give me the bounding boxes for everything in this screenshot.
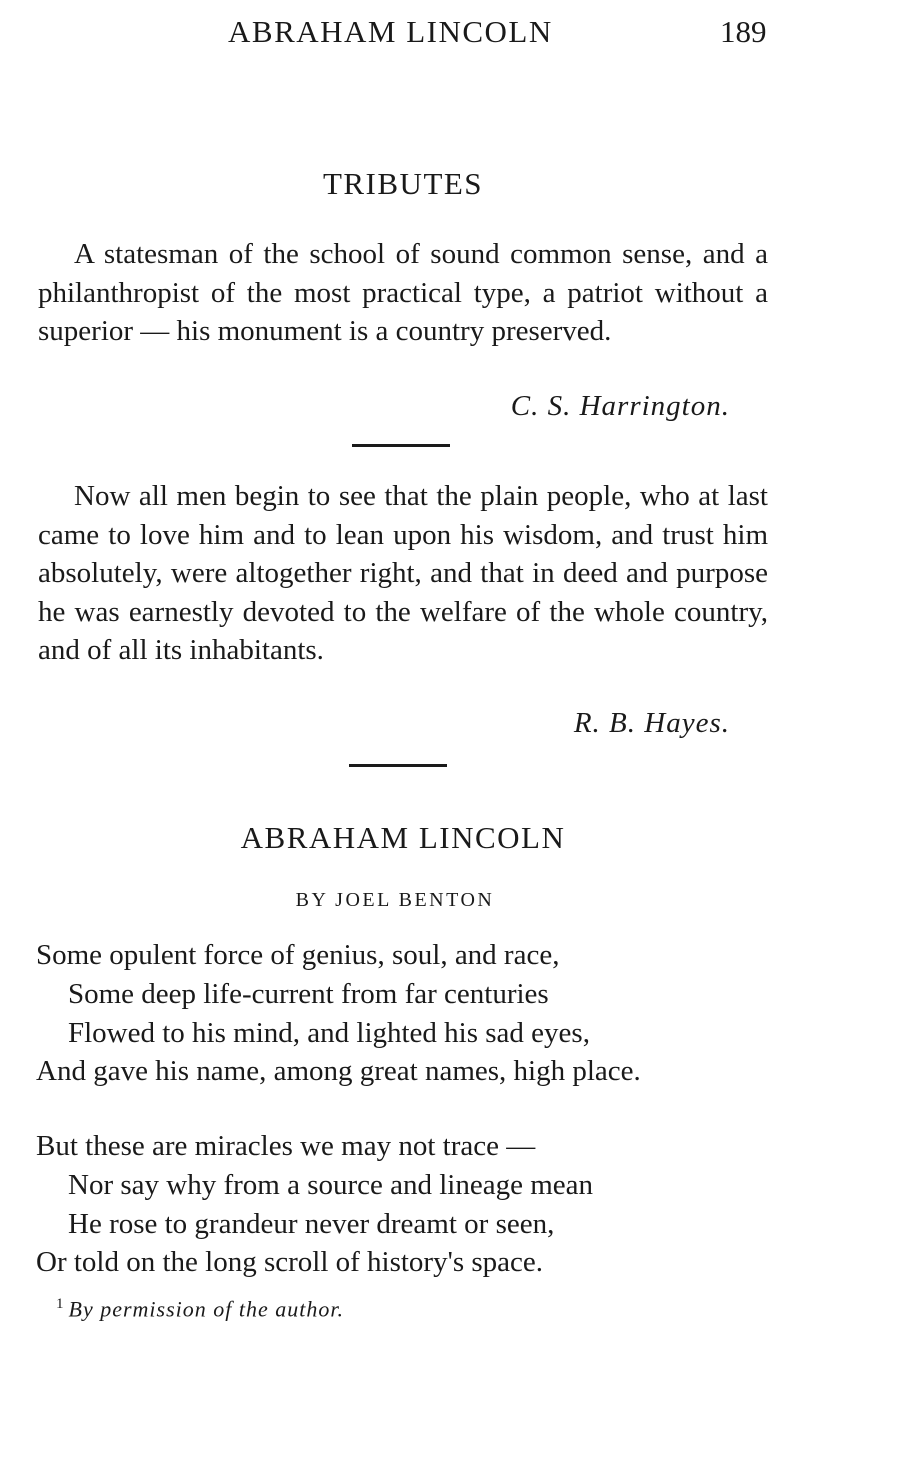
footnote-text: By permission of the author.	[68, 1296, 344, 1322]
tribute-text: A statesman of the school of sound common sense, and a philanthropist of the most practical type, a patriot without a superior — his monument is a country preserved.	[38, 238, 768, 348]
poem-title: ABRAHAM LINCOLN	[240, 820, 566, 855]
tribute-author-harrington: C. S. Harrington.	[510, 390, 730, 422]
footnote-marker: 1	[56, 1296, 65, 1312]
poem-stanza-1	[36, 936, 796, 1091]
section-divider	[352, 444, 450, 447]
poem-line: He rose to grandeur never dreamt or seen,	[68, 1207, 555, 1240]
tribute-author-hayes: R. B. Hayes.	[573, 707, 730, 739]
poem-line: Or told on the long scroll of history's space.	[36, 1246, 544, 1279]
page-number: 189	[720, 14, 767, 49]
poem-line: But these are miracles we may not trace —	[36, 1130, 536, 1162]
poem-line: And gave his name, among great names, high place.	[36, 1055, 641, 1088]
running-title: ABRAHAM LINCOLN	[228, 14, 553, 49]
tribute-text: Now all men begin to see that the plain people, who at last came to love him and to lean upon his wisdom, and trust him absolutely, were altogether right, and that in deed and purpose he was earnestly devoted to the welfare of the whole country, and of all its inhabitants.	[38, 480, 768, 667]
poem-line: Nor say why from a source and lineage mean	[68, 1168, 594, 1201]
poem-line: Flowed to his mind, and lighted his sad eyes,	[68, 1016, 590, 1049]
tribute-paragraph-harrington	[38, 235, 768, 351]
footnote	[56, 1296, 344, 1322]
tribute-paragraph-hayes	[38, 477, 768, 670]
poem-byline: BY JOEL BENTON	[295, 889, 495, 911]
section-divider	[349, 764, 447, 767]
poem-stanza-2	[36, 1127, 796, 1282]
poem-line: Some opulent force of genius, soul, and race,	[36, 939, 560, 971]
poem-line: Some deep life-current from far centuries	[68, 977, 549, 1010]
tributes-heading: TRIBUTES	[322, 166, 484, 201]
running-header	[0, 14, 900, 54]
